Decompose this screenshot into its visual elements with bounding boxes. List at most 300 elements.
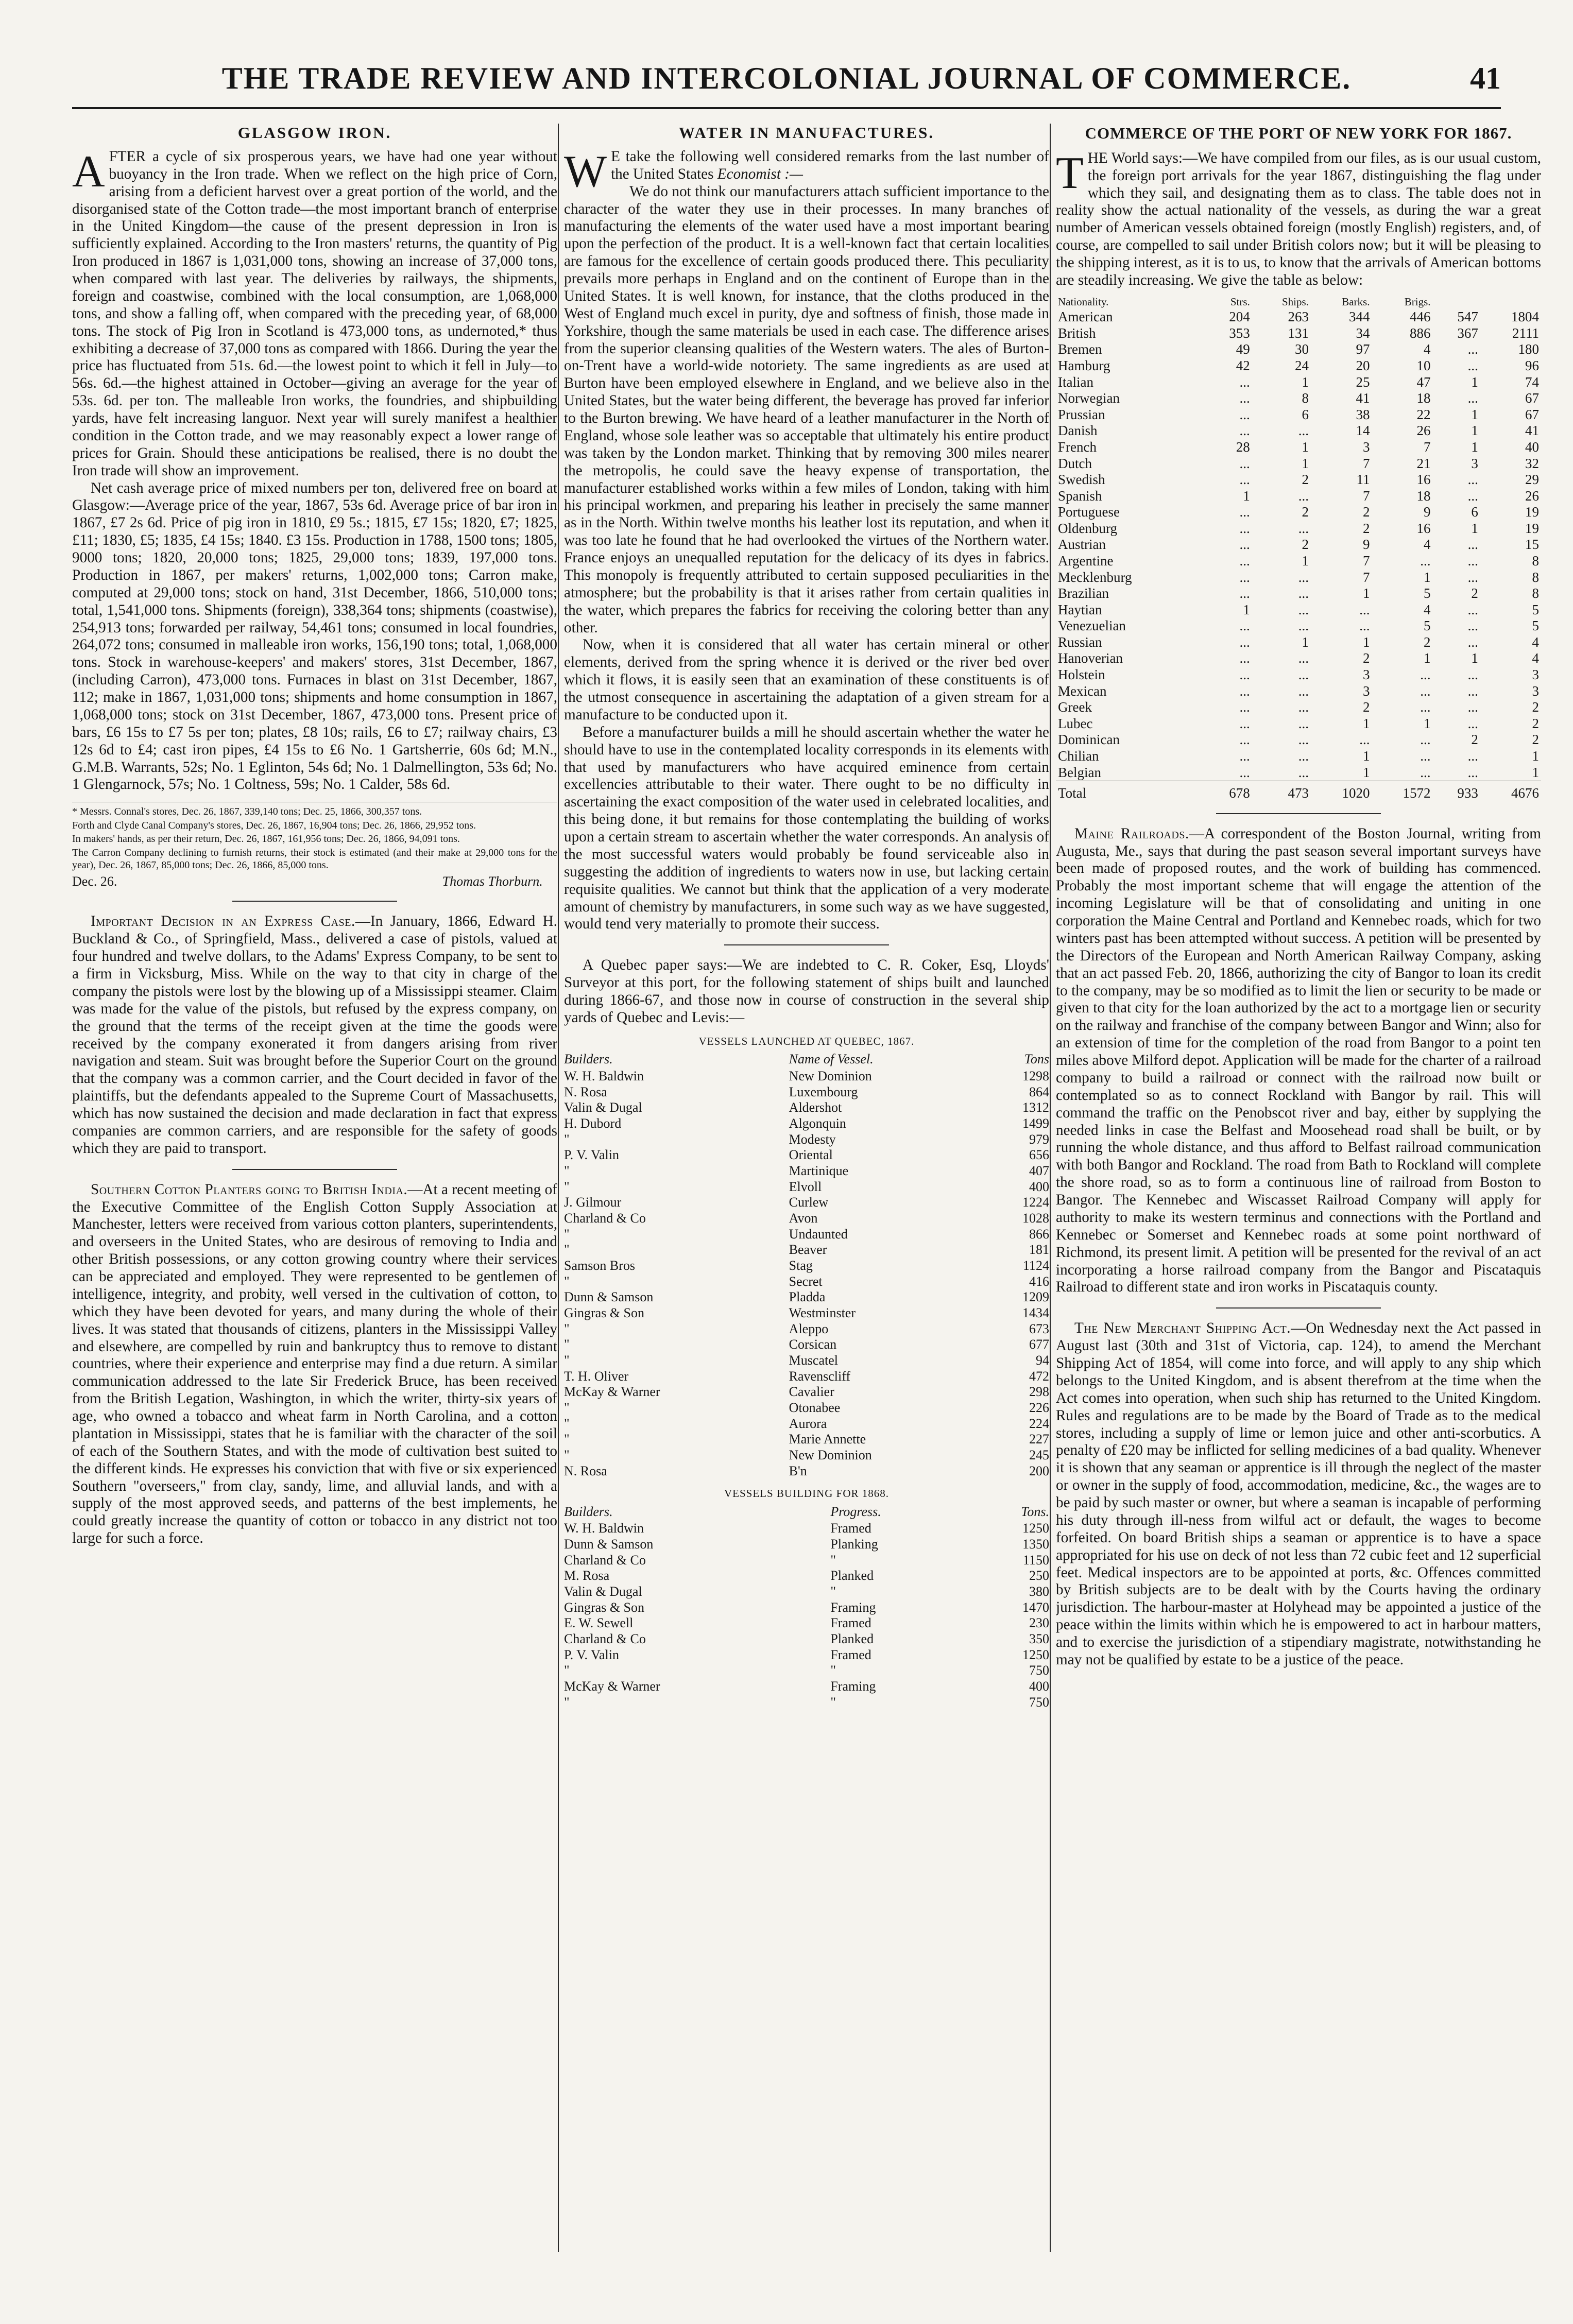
article-heading: GLASGOW IRON. (237, 124, 392, 142)
count-cell: ... (1420, 553, 1431, 569)
builder-cell: " (564, 1352, 570, 1368)
table-row (564, 1211, 1049, 1227)
count-cell: 67 (1525, 406, 1539, 422)
article-express-case: Important Decision in an Express Case.—In January, 1866, Edward H. Buckland & Co., of Springfield, Mass., delivered a case of pistols, valued at four hundred and twelve dollars, to the Adams' Express Company, to be sent to a firm in Vicksburg, Miss. While on the way to that city in charge of the company the pistols were lost by the blowing up of a Mississippi steamer. Claim was made for the value of the pistols, but refused by the express company, on the ground that the terms of the receipt given at the time the goods were received by the company exonerated it from dangers arising from river navigation and steam. Suit was brought before the Superior Court on the ground that the company was a common carrier, and the Court decided in favor of the plaintiffs, but the defendants appealed to the Supreme Court of Massachusetts, which has now sustained the decision and made declaration in fact that express companies are common carriers, and are responsible for the safety of goods which they are paid to transport. (72, 913, 557, 1157)
tons-cell: 400 (1029, 1179, 1049, 1194)
vessel-cell: Secret (789, 1273, 823, 1289)
count-cell: 1 (1243, 488, 1250, 504)
builder-cell: McKay & Warner (564, 1384, 660, 1400)
tons-cell: 400 (1029, 1679, 1049, 1694)
count-cell: ... (1239, 764, 1250, 780)
table-row (1056, 456, 1541, 472)
table-title: VESSELS LAUNCHED AT QUEBEC, 1867. (698, 1035, 915, 1047)
count-cell: 29 (1525, 472, 1539, 488)
count-cell: 2 (1532, 715, 1539, 731)
count-cell: 2 (1362, 699, 1370, 715)
count-cell: 3 (1362, 439, 1370, 455)
count-cell: ... (1420, 683, 1431, 699)
vessel-cell: Planked (830, 1568, 874, 1583)
tons-cell: 380 (1029, 1584, 1049, 1599)
count-cell: 30 (1294, 341, 1309, 357)
column-header (1433, 295, 1480, 309)
count-cell: 1 (1471, 423, 1478, 439)
table-row (564, 1631, 1049, 1647)
total-cell: 1020 (1311, 781, 1372, 802)
vessel-cell: Planking (830, 1537, 878, 1552)
column-3 (1056, 124, 1541, 2252)
nationality-cell: Austrian (1058, 537, 1106, 553)
builder-cell: Dunn & Samson (564, 1289, 654, 1305)
count-cell: 446 (1410, 309, 1431, 325)
count-cell: ... (1239, 455, 1250, 471)
table-row (564, 1432, 1049, 1448)
table-row (1056, 390, 1541, 407)
count-cell: 367 (1457, 325, 1478, 341)
count-cell: 21 (1416, 455, 1431, 471)
count-cell: 1 (1243, 601, 1250, 617)
count-cell: ... (1467, 748, 1478, 764)
builder-cell: Charland & Co (564, 1631, 646, 1647)
tons-cell: 250 (1029, 1568, 1049, 1583)
tons-cell: 673 (1029, 1321, 1049, 1336)
count-cell: ... (1298, 715, 1309, 731)
count-cell: ... (1239, 748, 1250, 764)
article-paragraph: We do not think our manufacturers attach sufficient importance to the character of the water they use in their processes. In many branches of manufacturing the elements of the water used have a most important bearing upon the perfection of the product. It is a well-known fact that certain localities are famous for the excellence of certain goods produced there. This peculiarity prevails more perhaps in England and on the continent of Europe than in the United States. It is well known, for instance, that the cloths produced in the West of England much excel in purity, dye and softness of finish, those made in Yorkshire, though the same materials be used in each case. The difference arises from the superior cleansing qualities of the Western waters. The ales of Burton-on-Trent have a world-wide notoriety. The same ingredients as are used at Burton have been employed elsewhere in England, and we believe also in the United States, but the water being different, the beverage has proved far inferior to the Burton brewing. We have heard of a leather manufacturer in the North of England, whose sole leather was so acceptable that ultimately his entire product was taken by the London market. Thinking that by removing 300 miles nearer the metropolis, he could save the heavy expense of transportation, the manufacturer established works within a few miles of London, taking with him his principal workmen, and preparing his leather in precisely the same manner as in the North. Within twelve months his leather lost its reputation, and when it was too late he found that he had overlooked the virtues of the Northern water. France enjoys an unequalled reputation for the delicacy of its dyes in fabrics. This monopoly is frequently attributed to certain supposed peculiarities in the atmosphere; but the probability is that it arises rather from certain qualities in the water, which prepares the fabrics for receiving the coloring better than any other. (564, 183, 1049, 636)
count-cell: ... (1467, 699, 1478, 715)
vessel-cell: Avon (789, 1210, 818, 1226)
table-row (564, 1369, 1049, 1385)
table-row (1056, 358, 1541, 374)
vessel-cell: Framing (830, 1599, 876, 1615)
article-heading: WATER IN MANUFACTURES. (678, 124, 935, 142)
count-cell: 2 (1424, 634, 1431, 650)
column-header: Tons (1024, 1052, 1049, 1067)
builder-cell: " (564, 1226, 570, 1242)
table-row (564, 1289, 1049, 1305)
count-cell: 47 (1416, 374, 1431, 390)
drop-cap: A (72, 146, 105, 197)
nationality-cell: Italian (1058, 374, 1093, 390)
running-head (72, 61, 1501, 109)
tons-cell: 94 (1036, 1352, 1049, 1368)
vessel-cell: Aurora (789, 1416, 827, 1431)
count-cell: 2 (1362, 520, 1370, 536)
total-cell: 4676 (1480, 781, 1541, 802)
count-cell: ... (1298, 423, 1309, 439)
table-row (1056, 472, 1541, 488)
table-row (1056, 586, 1541, 602)
column-header (1480, 295, 1541, 309)
count-cell: ... (1239, 699, 1250, 715)
signature-line (72, 873, 557, 889)
count-cell: ... (1239, 504, 1250, 520)
section-divider (1216, 1307, 1381, 1309)
nationality-cell: French (1058, 439, 1097, 455)
count-cell: 4 (1424, 601, 1431, 617)
count-cell: 34 (1356, 325, 1370, 341)
tons-cell: 1434 (1022, 1305, 1049, 1320)
count-cell: ... (1298, 601, 1309, 617)
count-cell: ... (1239, 634, 1250, 650)
count-cell: ... (1298, 667, 1309, 683)
table-row (1056, 407, 1541, 423)
vessel-cell: Framing (830, 1679, 876, 1694)
count-cell: ... (1467, 553, 1478, 569)
vessel-cell: Curlew (789, 1195, 829, 1210)
tons-cell: 864 (1029, 1084, 1049, 1099)
count-cell: 8 (1532, 586, 1539, 601)
count-cell: 5 (1532, 618, 1539, 634)
nationality-cell: Hamburg (1058, 358, 1110, 374)
count-cell: ... (1467, 667, 1478, 683)
vessel-cell: " (830, 1584, 836, 1599)
column-header: Ships. (1282, 295, 1309, 308)
count-cell: ... (1467, 634, 1478, 650)
table-row (564, 1163, 1049, 1179)
tons-cell: 226 (1029, 1400, 1049, 1415)
table-row (564, 1584, 1049, 1600)
vessel-cell: Corsican (789, 1337, 837, 1352)
count-cell: 1 (1532, 748, 1539, 764)
count-cell: 1 (1471, 439, 1478, 455)
table-row (1056, 716, 1541, 732)
tons-cell: 1209 (1022, 1289, 1049, 1305)
builder-cell: " (564, 1694, 570, 1710)
tons-cell: 224 (1029, 1416, 1049, 1431)
vessel-cell: Westminster (789, 1305, 856, 1320)
tons-cell: 230 (1029, 1615, 1049, 1631)
table-row (1056, 602, 1541, 618)
tons-cell: 181 (1029, 1242, 1049, 1258)
count-cell: ... (1239, 423, 1250, 439)
count-cell: ... (1359, 732, 1370, 748)
count-cell: 204 (1229, 309, 1250, 325)
count-cell: 74 (1525, 374, 1539, 390)
article-paragraph: Net cash average price of mixed numbers per ton, delivered free on board at Glasgow:—Average price of the year, 1867, 53s 6d. Average price of bar iron in 1867, £7 2s 6d. Price of pig iron in 1810, £9 5s.; 1815, £7 15s; 1820, £7; 1825, £11; 1830, £5; 1835, £4 15s; 1840. £3 15s. Production in 1788, 1500 tons; 1805, 9000 tons; 1820, 20,000 tons; 1825, 29,000 tons; 1839, 197,000 tons. Production in 1867, per makers' returns, 1,002,000 tons; Carron make, computed at 29,000 tons; stock on hand, 31st December, 1866, 510,000 tons; total, 1,541,000 tons. Shipments (foreign), 338,364 tons; shipments (coastwise), 254,913 tons; forwarded per railway, 54,461 tons; consumed in local foundries, 264,072 tons; consumed in malleable iron works, 156,190 tons; total, 1,068,000 tons. Stock in warehouse-keepers' and makers' stores, 31st December, 1867, (including Carron), 473,000 tons. Furnaces in blast on 31st December, 1867, 112; make in 1867, 1,031,000 tons; shipments and home consumption in 1867, 1,068,000 tons; stock on 31st December, 1867, 473,000 tons. Present price of bars, £6 15s to £7 5s per ton; plates, £8 10s; rails, £6 to £7; railway chairs, £3 12s 6d to £4; cast iron pipes, £4 15s to £6 No. 1 Gartsherrie, 60s 6d; M.N., G.M.B. Warrants, 52s; No. 1 Eglinton, 54s 6d; No. 1 Dalmellington, 53s 6d; No. 1 Glengarnock, 57s; No. 1 Coltness, 59s; No. 1 Calder, 58s 6d. (72, 479, 557, 793)
source-name: Economist :— (717, 165, 803, 182)
count-cell: 8 (1302, 390, 1309, 406)
table-row (564, 1179, 1049, 1195)
builder-cell: W. H. Baldwin (564, 1068, 644, 1083)
count-cell: ... (1467, 569, 1478, 585)
count-cell: 5 (1424, 618, 1431, 634)
builder-cell: " (564, 1131, 570, 1147)
vessel-cell: Luxembourg (789, 1084, 858, 1099)
count-cell: 1 (1471, 650, 1478, 666)
count-cell: ... (1359, 618, 1370, 634)
table-row (564, 1537, 1049, 1553)
nationality-cell: Hanoverian (1058, 650, 1123, 666)
count-cell: 1 (1362, 715, 1370, 731)
vessel-cell: B'n (789, 1463, 807, 1478)
page-number: 41 (1470, 61, 1501, 95)
count-cell: ... (1298, 650, 1309, 666)
count-cell: 131 (1288, 325, 1309, 341)
count-cell: ... (1298, 683, 1309, 699)
count-cell: ... (1467, 472, 1478, 488)
builder-cell: Gingras & Son (564, 1305, 644, 1320)
table-row (564, 1227, 1049, 1243)
tons-cell: 472 (1029, 1368, 1049, 1384)
count-cell: ... (1239, 618, 1250, 634)
vessel-cell: " (830, 1552, 836, 1568)
table-row (564, 1464, 1049, 1479)
count-cell: 38 (1356, 406, 1370, 422)
drop-cap: T (1056, 148, 1084, 198)
total-cell: 473 (1252, 781, 1311, 802)
table-row (1056, 553, 1541, 570)
count-cell: 7 (1362, 488, 1370, 504)
nationality-cell: Brazilian (1058, 586, 1109, 601)
count-cell: ... (1467, 488, 1478, 504)
signature: Thomas Thorburn. (442, 874, 543, 889)
column-header: Brigs. (1404, 295, 1431, 308)
count-cell: ... (1298, 699, 1309, 715)
count-cell: 4 (1424, 537, 1431, 553)
table-row (564, 1400, 1049, 1416)
journal-title: THE TRADE REVIEW AND INTERCOLONIAL JOURNAL OF COMMERCE. (221, 61, 1352, 95)
builder-cell: " (564, 1163, 570, 1178)
count-cell: ... (1298, 732, 1309, 748)
count-cell: 96 (1525, 358, 1539, 374)
count-cell: 1 (1424, 650, 1431, 666)
tons-cell: 677 (1029, 1337, 1049, 1352)
builder-cell: " (564, 1663, 570, 1678)
count-cell: ... (1420, 764, 1431, 780)
count-cell: ... (1239, 732, 1250, 748)
vessel-cell: Martinique (789, 1163, 849, 1178)
count-cell: 18 (1416, 488, 1431, 504)
nationality-cell: Holstein (1058, 667, 1105, 683)
table-row (564, 1100, 1049, 1116)
column-header: Builders. (564, 1052, 613, 1067)
builder-cell: " (564, 1400, 570, 1415)
table-row (564, 1195, 1049, 1211)
table-row (1056, 683, 1541, 700)
builder-cell: Dunn & Samson (564, 1537, 654, 1552)
count-cell: ... (1467, 601, 1478, 617)
count-cell: 1 (1362, 764, 1370, 780)
nationality-cell: Danish (1058, 423, 1098, 439)
article-paragraph: Before a manufacturer builds a mill he should ascertain whether the water he should have to use in the contemplated locality corresponds in its elements with that used by manufacturers who have acquired eminence from certain excellencies attributable to their water. There ought to be no difficulty in ascertaining the exact composition of the water used in celebrated localities, and this being done, it but remains for those contemplating the building of works upon a certain stream to ascertain whether the water corresponds. An analysis of the most successful waters would probably be found serviceable also in suggesting the addition of ingredients to waters now in use, but lacking certain requisite qualities. We cannot but think that the application of a very moderate amount of chemistry by manufacturers, in some such way as we have suggested, would tend very materially to promote their success. (564, 724, 1049, 933)
table-row (564, 1448, 1049, 1464)
count-cell: 3 (1362, 667, 1370, 683)
article-cotton-planters: Southern Cotton Planters going to British India.—At a recent meeting of the Executive Committee of the English Cotton Supply Association at Manchester, letters were received from various cotton planters, superintendents, and overseers in the United States, who are desirous of removing to India and other British possessions, or any cotton growing country where their services can be appreciated and employed. They were represented to be gentlemen of intelligence, integrity, and probity, well versed in the cultivation of cotton, to which they have been devoted for years, and many during the whole of their lives. It was stated that thousands of citizens, planters in the Mississippi Valley and elsewhere, are compelled by ruin and bankruptcy thus to remove to distant countries, where their experience and enterprise may find a due return. A similar communication addressed to the late Sir Frederick Bruce, has been received from the British Legation, Washington, in which the writer, thirty-six years of age, who owned a tobacco and wheat farm in North Carolina, and a cotton plantation in Mississippi, states that he is familiar with the character of the soil of each of the Southern States, and with the mode of cultivation best suited to the different kinds. He expresses his conviction that with five or six experienced Southern "overseers," from clay, sandy, lime, and alluvial lands, and with a supply of the most approved seeds, and patterns of the best implements, he could greatly increase the quantity of cotton or tobacco in any district not too large for such a force. (72, 1181, 557, 1547)
column-rule-1 (558, 124, 559, 2252)
article-lead: Southern Cotton Planters going to British India. (91, 1181, 408, 1198)
vessel-cell: Oriental (789, 1147, 833, 1163)
count-cell: 1804 (1511, 309, 1539, 325)
table-row (1056, 765, 1541, 781)
table-row (1056, 650, 1541, 667)
count-cell: 10 (1416, 358, 1431, 374)
table-row (564, 1069, 1049, 1084)
arrivals-table (1056, 295, 1541, 802)
vessel-cell: New Dominion (789, 1447, 872, 1462)
count-cell: 1 (1424, 715, 1431, 731)
table-row (564, 1663, 1049, 1679)
tons-cell: 750 (1029, 1663, 1049, 1678)
count-cell: ... (1298, 618, 1309, 634)
article-intro: W E take the following well considered remarks from the last number of the United States Economist :— (564, 146, 1049, 197)
vessel-cell: " (830, 1694, 836, 1710)
count-cell: 1 (1471, 520, 1478, 536)
vessels-building-table (564, 1503, 1049, 1711)
nationality-cell: Oldenburg (1058, 520, 1117, 536)
count-cell: ... (1298, 764, 1309, 780)
table-row (564, 1695, 1049, 1711)
count-cell: ... (1467, 537, 1478, 553)
count-cell: 5 (1424, 586, 1431, 601)
total-cell: 933 (1433, 781, 1480, 802)
count-cell: ... (1239, 586, 1250, 601)
column-header: Name of Vessel. (789, 1052, 874, 1067)
count-cell: 1 (1532, 764, 1539, 780)
vessel-cell: Framed (830, 1647, 871, 1662)
vessels-launched-table (564, 1051, 1049, 1479)
tons-cell: 416 (1029, 1273, 1049, 1289)
count-cell: 14 (1356, 423, 1370, 439)
count-cell: ... (1239, 715, 1250, 731)
tons-cell: 1499 (1022, 1115, 1049, 1131)
tons-cell: 750 (1029, 1694, 1049, 1710)
tons-cell: 200 (1029, 1463, 1049, 1478)
count-cell: ... (1359, 601, 1370, 617)
section-divider (724, 944, 889, 945)
tons-cell: 1250 (1022, 1521, 1049, 1536)
tons-cell: 1350 (1022, 1537, 1049, 1552)
nationality-cell: Argentine (1058, 553, 1114, 569)
count-cell: 19 (1525, 520, 1539, 536)
count-cell: ... (1420, 748, 1431, 764)
builder-cell: " (564, 1179, 570, 1194)
count-cell: 2111 (1512, 325, 1539, 341)
count-cell: ... (1467, 715, 1478, 731)
count-cell: 5 (1532, 601, 1539, 617)
count-cell: 1 (1362, 748, 1370, 764)
count-cell: 3 (1532, 683, 1539, 699)
builder-cell: " (564, 1242, 570, 1258)
column-1 (72, 124, 557, 2252)
count-cell: ... (1239, 667, 1250, 683)
nationality-cell: Mecklenburg (1058, 569, 1132, 585)
drop-cap: W (564, 146, 607, 197)
count-cell: ... (1298, 586, 1309, 601)
builder-cell: H. Dubord (564, 1115, 622, 1131)
count-cell: 4 (1424, 341, 1431, 357)
article-glasgow-iron (72, 124, 557, 889)
nationality-cell: Chilian (1058, 748, 1099, 764)
builder-cell: Samson Bros (564, 1258, 635, 1273)
count-cell: 41 (1525, 423, 1539, 439)
count-cell: 7 (1362, 569, 1370, 585)
vessel-cell: Framed (830, 1615, 871, 1631)
count-cell: ... (1239, 553, 1250, 569)
builder-cell: " (564, 1432, 570, 1447)
table-row (1056, 634, 1541, 651)
article-heading: COMMERCE OF THE PORT OF NEW YORK FOR 1867. (1085, 124, 1512, 142)
vessel-cell: Undaunted (789, 1226, 848, 1242)
count-cell: 19 (1525, 504, 1539, 520)
table-row (564, 1600, 1049, 1616)
builder-cell: N. Rosa (564, 1463, 607, 1478)
tons-cell: 1250 (1022, 1647, 1049, 1662)
count-cell: 547 (1457, 309, 1478, 325)
count-cell: ... (1420, 732, 1431, 748)
column-header: Progress. (830, 1504, 881, 1519)
count-cell: 15 (1525, 537, 1539, 553)
article-paragraph: Now, when it is considered that all water has certain mineral or other elements, derived from the spring whence it is derived or the river bed over which it flows, it is easily seen that an examination of these constituents is of the utmost consequence in ascertaining the adaptation of a given stream for a manufacture to be conducted upon it. (564, 636, 1049, 723)
footnote: * Messrs. Connal's stores, Dec. 26, 1867, 339,140 tons; Dec. 25, 1866, 300,357 tons. (72, 806, 422, 818)
builder-cell: Gingras & Son (564, 1599, 644, 1615)
article-lead: Important Decision in an Express Case. (91, 913, 355, 930)
builder-cell: " (564, 1273, 570, 1289)
builder-cell: P. V. Valin (564, 1647, 619, 1662)
table-row (564, 1242, 1049, 1258)
builder-cell: E. W. Sewell (564, 1615, 634, 1631)
tons-cell: 245 (1029, 1447, 1049, 1462)
count-cell: 2 (1471, 586, 1478, 601)
count-cell: 263 (1288, 309, 1309, 325)
count-cell: 2 (1302, 504, 1309, 520)
footnotes (72, 802, 557, 871)
article-paragraph: AFTER a cycle of six prosperous years, we have had one year without buoyancy in the Iron trade. When we reflect on the high price of Corn, arising from a deficient harvest over a great portion of the world, and the disorganised state of the Cotton trade—the most important branch of enterprise in the United Kingdom—the cause of the present depression in Iron is sufficiently explained. According to the Iron masters' returns, the quantity of Pig Iron produced in 1867 is 1,031,000 tons, showing an increase of 37,000 tons, when compared with last year. The deliveries by railways, the shipments, foreign and coastwise, combined with the local consumption, are 1,068,000 tons, and show a falling off, when compared with the preceding year, of 68,000 tons. The stock of Pig Iron in Scotland is 473,000 tons, as undernoted,* thus exhibiting a decrease of 37,000 tons as compared with 1866. During the year the price has fluctuated from 51s. 6d.—the lowest point to which it fell in July—to 56s. 6d.—the highest attained in October—giving an average for the year of 53s. 6d. per ton. The malleable Iron works, the foundries, and shipbuilding yards, have felt increasing languor. Next year will surely manifest a healthier condition in the Cotton trade, and we may reasonably expect a lower range of prices for Grain. Should these anticipations be realised, there is no doubt the Iron trade will show an improvement. (72, 146, 557, 479)
article-lead: Maine Railroads. (1074, 825, 1189, 842)
count-cell: 1 (1424, 569, 1431, 585)
vessel-cell: Algonquin (789, 1115, 846, 1131)
table-row (1056, 537, 1541, 553)
table-row (1056, 521, 1541, 537)
count-cell: ... (1239, 472, 1250, 488)
count-cell: 4 (1532, 650, 1539, 666)
tons-cell: 1150 (1022, 1552, 1049, 1568)
section-divider (232, 901, 397, 902)
vessel-cell: Beaver (789, 1242, 827, 1258)
tons-cell: 656 (1029, 1147, 1049, 1163)
count-cell: ... (1298, 569, 1309, 585)
table-row (564, 1084, 1049, 1100)
tons-cell: 1124 (1022, 1258, 1049, 1273)
count-cell: 6 (1471, 504, 1478, 520)
count-cell: 9 (1424, 504, 1431, 520)
count-cell: 7 (1362, 553, 1370, 569)
nationality-cell: Spanish (1058, 488, 1102, 504)
table-row (1056, 504, 1541, 521)
count-cell: ... (1467, 618, 1478, 634)
vessel-cell: New Dominion (789, 1068, 872, 1083)
column-header: Builders. (564, 1504, 613, 1519)
nationality-cell: Lubec (1058, 715, 1093, 731)
table-row (1056, 488, 1541, 505)
count-cell: ... (1239, 569, 1250, 585)
count-cell: ... (1298, 520, 1309, 536)
article-maine-railroads: Maine Railroads.—A correspondent of the Boston Journal, writing from Augusta, Me., says that during the past season several important surveys have been made of proposed routes, and the work of building has commenced. Probably the most important scheme that will engage the attention of the incoming Legislature will be that of consolidating and uniting in one corporation the Maine Central and Portland and Kennebec roads, which for two winters past has been attempted without success. A petition will be presented by the Directors of the European and North American Railway Company, asking that an act passed Feb. 20, 1866, authorizing the city of Bangor to loan its credit to the company, may be so modified as to limit the lien or security to be made or given to that city for the loan authorized by the act to a mortgage lien or security on the railway and franchise of the company between Bangor and Winn; also for an extension of time for the completion of the road from Bangor to a point ten miles above Milford depot. Application will be made for the charter of a railroad company to build a railroad or connect with the railroad now built or contemplated so as to connect Rockland with Bangor by rail. This will command the traffic on the Penobscot river and bay, either by supplying the needed links in case the Belfast and Moosehead road shall be built, or by running the whole distance, and thus afford to Belfast railroad communication with both Bangor and Rockland. The road from Bath to Rockland will complete the shore road, so as to form a continuous line of railroad from Boston to Bangor. The Kennebec and Wiscasset Railroad Company will apply for authority to make its western terminus and connections with the Portland and Kennebec or Somerset and Kennebec roads at some point northward of Richmond, its present limit. A petition will be presented for the revival of an act incorporating a horse railroad company from the Bangor and Piscataquis Railroad to different state and iron works in Piscataquis county. (1056, 825, 1541, 1296)
nationality-cell: Dominican (1058, 732, 1120, 748)
count-cell: 18 (1416, 390, 1431, 406)
count-cell: ... (1239, 374, 1250, 390)
count-cell: 67 (1525, 390, 1539, 406)
count-cell: 20 (1356, 358, 1370, 374)
vessel-cell: Modesty (789, 1131, 836, 1147)
tons-cell: 1470 (1022, 1599, 1049, 1615)
table-row (1056, 732, 1541, 748)
count-cell: ... (1467, 358, 1478, 374)
count-cell: 1 (1302, 455, 1309, 471)
count-cell: ... (1239, 520, 1250, 536)
column-header: Barks. (1342, 295, 1370, 308)
count-cell: 16 (1416, 472, 1431, 488)
table-row (564, 1568, 1049, 1584)
